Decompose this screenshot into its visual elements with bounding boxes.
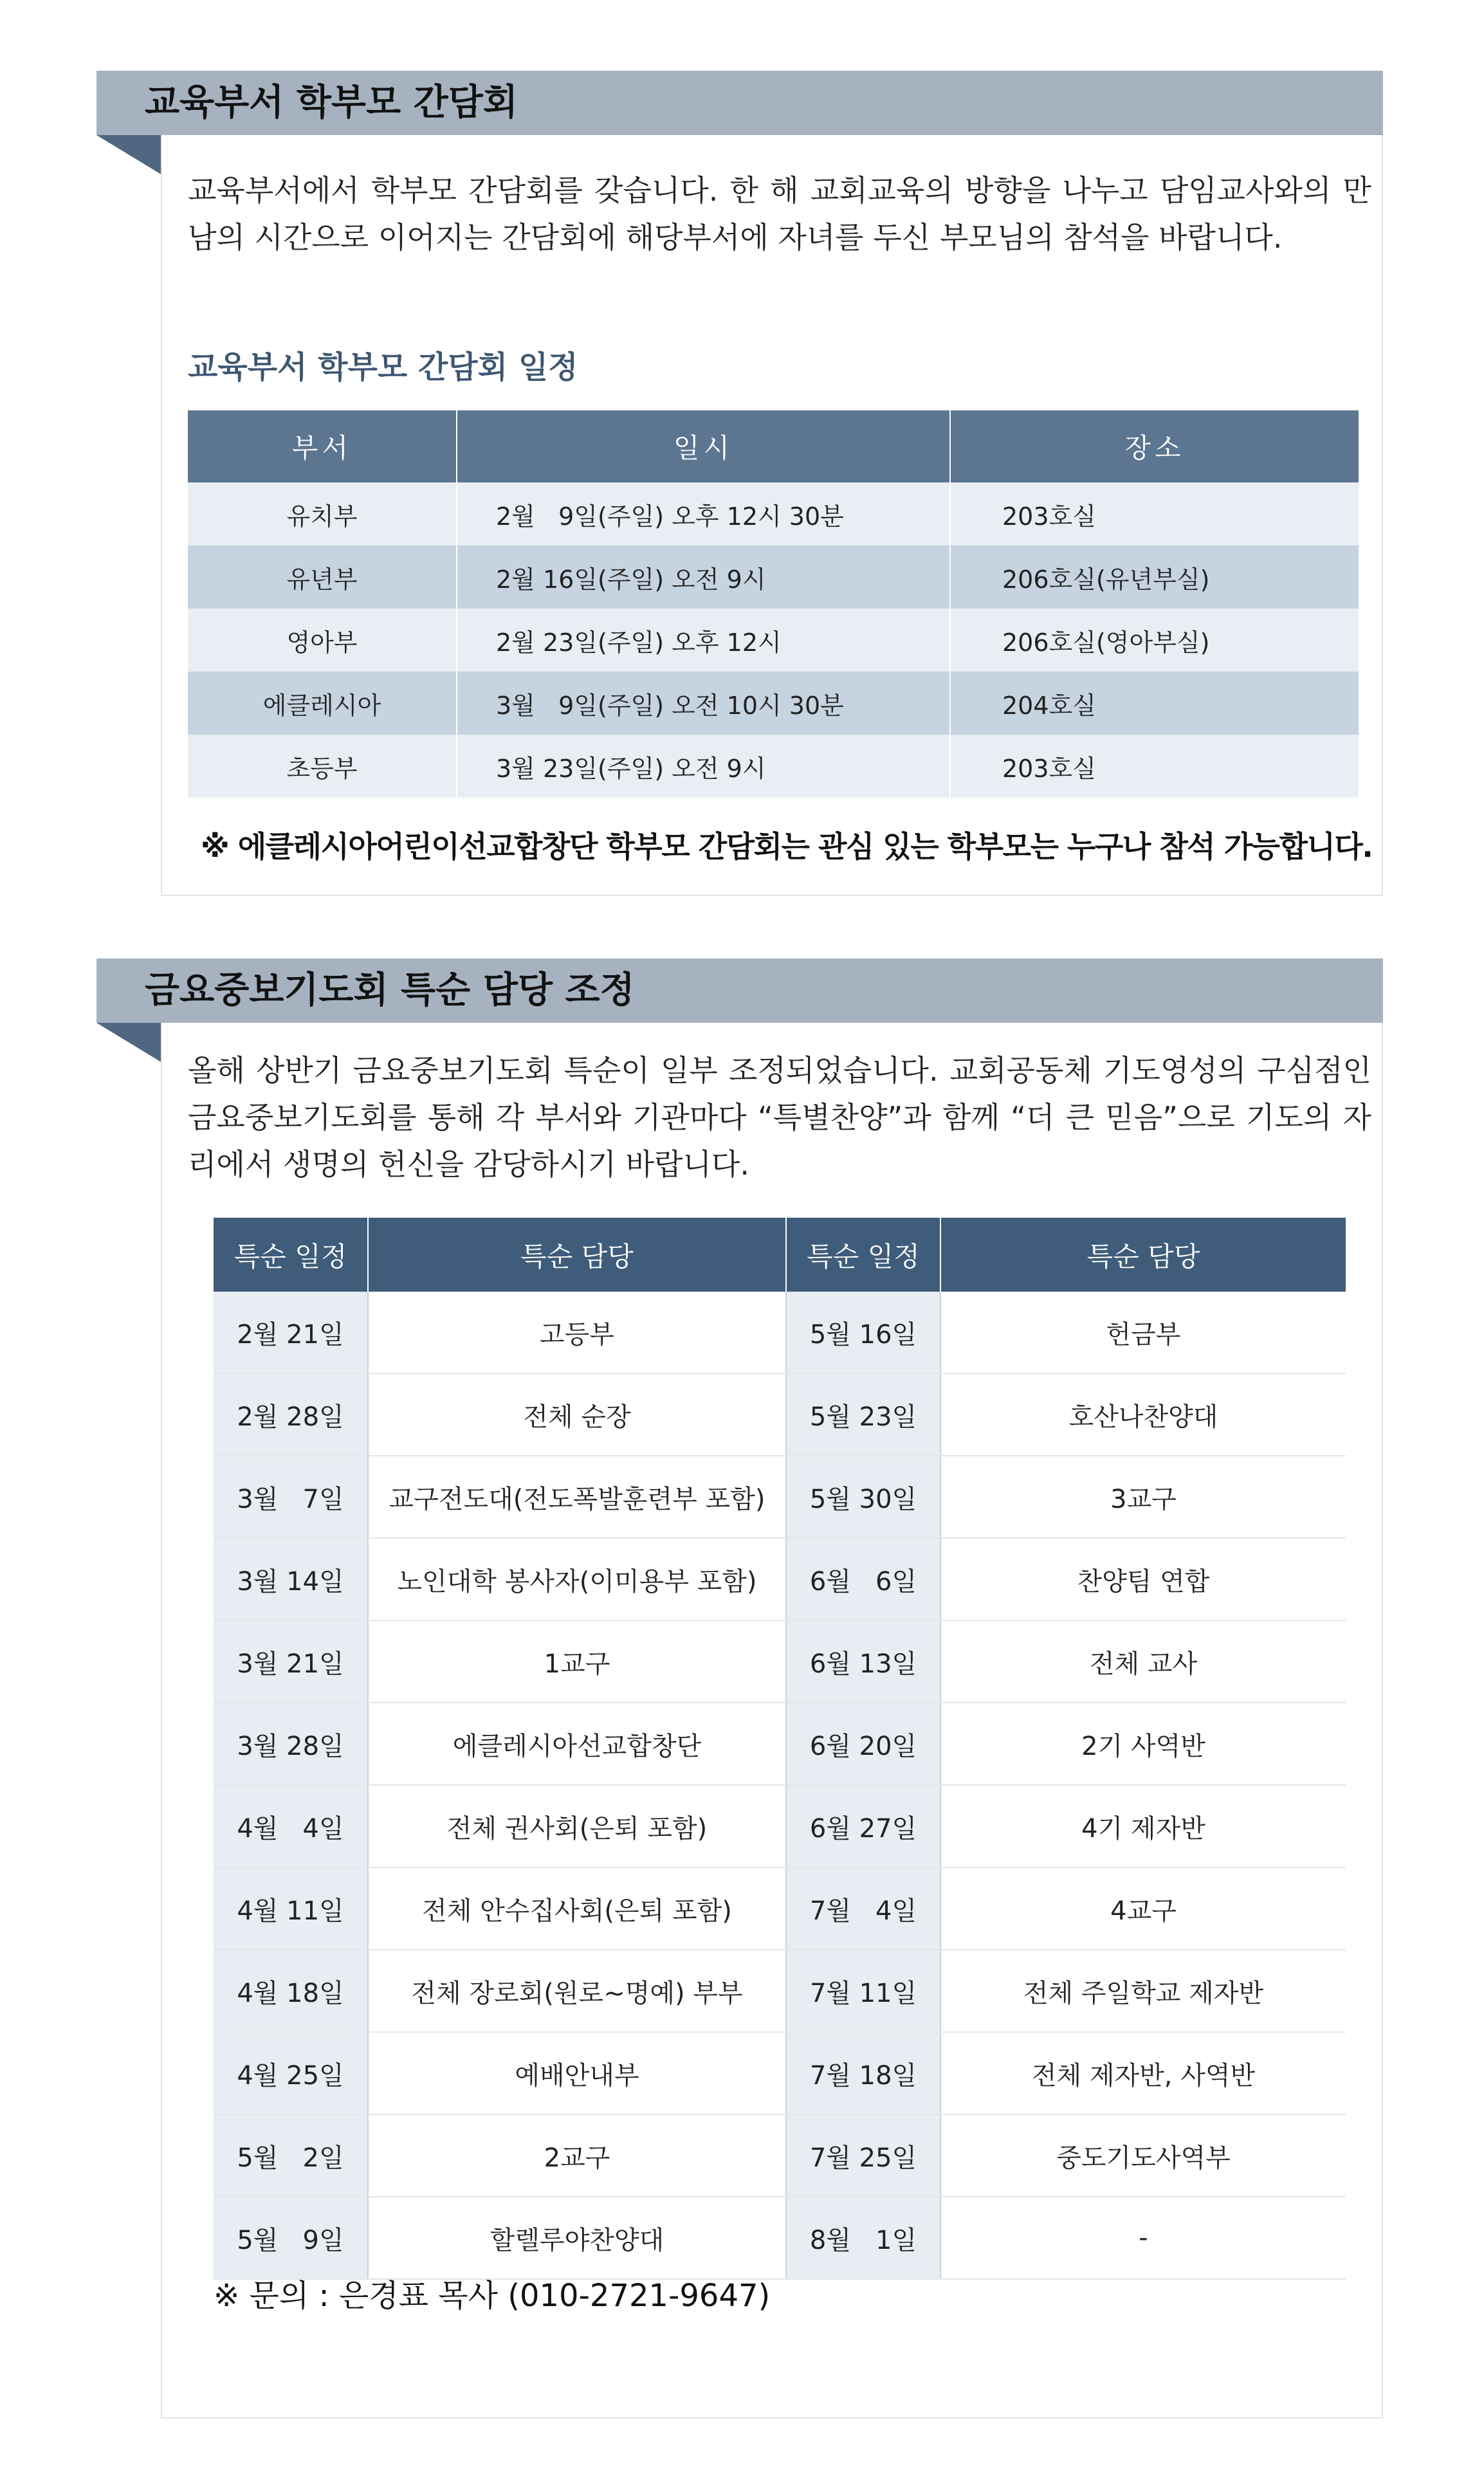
place-cell: 206호실(영아부실) (950, 609, 1359, 672)
assignment-cell: 전체 교사 (940, 1620, 1346, 1703)
table-row (188, 545, 1359, 609)
date-cell: 4월 11일 (214, 1867, 368, 1950)
assignment-cell: 예배안내부 (368, 2032, 786, 2114)
assignment-cell: 전체 순장 (368, 1373, 786, 1456)
table-header-row (214, 1218, 1346, 1292)
table-header-row (188, 410, 1359, 482)
assignment-cell: 에클레시아선교합창단 (368, 1703, 786, 1785)
table-row (188, 482, 1359, 545)
section-friday-prayer (96, 958, 1383, 2419)
place-cell: 206호실(유년부실) (950, 545, 1359, 609)
department-cell: 에클레시아 (188, 672, 457, 735)
column-header: 특순 담당 (368, 1218, 786, 1292)
section-paragraph: 교육부서에서 학부모 간담회를 갖습니다. 한 해 교회교육의 방향을 나누고 담임교사와의 만남의 시간으로 이어지는 간담회에 해당부서에 자녀를 두신 부모님의 참석을 바랍니다. (188, 173, 1371, 255)
date-cell: 4월 18일 (214, 1950, 368, 2032)
section-title: 교육부서 학부모 간담회 (96, 71, 1383, 135)
date-cell: 7월 11일 (786, 1950, 940, 2032)
table-row (214, 1867, 1346, 1950)
table-row (214, 1456, 1346, 1538)
datetime-cell: 3월 9일(주일) 오전 10시 30분 (457, 672, 950, 735)
column-header: 특순 일정 (786, 1218, 940, 1292)
table-row (214, 1292, 1346, 1373)
department-cell: 초등부 (188, 735, 457, 798)
date-cell: 2월 21일 (214, 1292, 368, 1373)
table-row (214, 1538, 1346, 1620)
assignment-cell: 교구전도대(전도폭발훈련부 포함) (368, 1456, 786, 1538)
assignment-cell: 3교구 (940, 1456, 1346, 1538)
assignment-cell: 노인대학 봉사자(이미용부 포함) (368, 1538, 786, 1620)
section-card (161, 1023, 1383, 2419)
table-row (214, 2197, 1346, 2279)
date-cell: 3월 28일 (214, 1703, 368, 1785)
date-cell: 6월 20일 (786, 1703, 940, 1785)
assignment-cell: 1교구 (368, 1620, 786, 1703)
date-cell: 5월 16일 (786, 1292, 940, 1373)
date-cell: 5월 2일 (214, 2114, 368, 2197)
date-cell: 7월 18일 (786, 2032, 940, 2114)
table-row (214, 2032, 1346, 2114)
parent-meeting-table (188, 410, 1359, 798)
assignment-cell: 4교구 (940, 1867, 1346, 1950)
table-row (214, 1703, 1346, 1785)
datetime-cell: 3월 23일(주일) 오전 9시 (457, 735, 950, 798)
section-title: 금요중보기도회 특순 담당 조정 (96, 958, 1383, 1023)
assignment-cell: 호산나찬양대 (940, 1373, 1346, 1456)
title-fold-decoration (96, 1023, 162, 1063)
column-header: 특순 일정 (214, 1218, 368, 1292)
table-row (214, 2114, 1346, 2197)
date-cell: 3월 14일 (214, 1538, 368, 1620)
datetime-cell: 2월 9일(주일) 오후 12시 30분 (457, 482, 950, 545)
date-cell: 7월 4일 (786, 1867, 940, 1950)
table-row (188, 735, 1359, 798)
assignment-cell: 중도기도사역부 (940, 2114, 1346, 2197)
assignment-cell: 할렐루야찬양대 (368, 2197, 786, 2279)
assignment-cell: 전체 장로회(원로~명예) 부부 (368, 1950, 786, 2032)
assignment-cell: 찬양팀 연합 (940, 1538, 1346, 1620)
date-cell: 8월 1일 (786, 2197, 940, 2279)
assignment-cell: 2기 사역반 (940, 1703, 1346, 1785)
date-cell: 4월 25일 (214, 2032, 368, 2114)
assignment-cell: 고등부 (368, 1292, 786, 1373)
table-row (214, 1785, 1346, 1867)
date-cell: 7월 25일 (786, 2114, 940, 2197)
inquiry-contact: ※ 문의 : 은경표 목사 (010-2721-9647) (214, 2278, 771, 2314)
department-cell: 유년부 (188, 545, 457, 609)
table-row (214, 1620, 1346, 1703)
assignment-cell: 전체 권사회(은퇴 포함) (368, 1785, 786, 1867)
assignment-cell: - (940, 2197, 1346, 2279)
datetime-cell: 2월 23일(주일) 오후 12시 (457, 609, 950, 672)
place-cell: 203호실 (950, 735, 1359, 798)
column-header: 부서 (188, 410, 457, 482)
department-cell: 영아부 (188, 609, 457, 672)
date-cell: 3월 21일 (214, 1620, 368, 1703)
date-cell: 3월 7일 (214, 1456, 368, 1538)
datetime-cell: 2월 16일(주일) 오전 9시 (457, 545, 950, 609)
assignment-cell: 2교구 (368, 2114, 786, 2197)
section-parent-meeting (96, 71, 1383, 907)
column-header: 일시 (457, 410, 950, 482)
date-cell: 5월 9일 (214, 2197, 368, 2279)
section-note: ※ 에클레시아어린이선교합창단 학부모 간담회는 관심 있는 학부모는 누구나 참석 가능합니다. (201, 829, 1373, 864)
date-cell: 6월 27일 (786, 1785, 940, 1867)
table-row (188, 672, 1359, 735)
section-card (161, 135, 1383, 896)
date-cell: 6월 13일 (786, 1620, 940, 1703)
date-cell: 2월 28일 (214, 1373, 368, 1456)
table-row (188, 609, 1359, 672)
assignment-cell: 전체 제자반, 사역반 (940, 2032, 1346, 2114)
special-music-table (214, 1218, 1346, 2280)
column-header: 특순 담당 (940, 1218, 1346, 1292)
assignment-cell: 헌금부 (940, 1292, 1346, 1373)
date-cell: 6월 6일 (786, 1538, 940, 1620)
title-fold-decoration (96, 135, 162, 175)
place-cell: 203호실 (950, 482, 1359, 545)
schedule-subtitle: 교육부서 학부모 간담회 일정 (188, 349, 578, 385)
assignment-cell: 전체 안수집사회(은퇴 포함) (368, 1867, 786, 1950)
date-cell: 4월 4일 (214, 1785, 368, 1867)
table-row (214, 1373, 1346, 1456)
place-cell: 204호실 (950, 672, 1359, 735)
assignment-cell: 전체 주일학교 제자반 (940, 1950, 1346, 2032)
department-cell: 유치부 (188, 482, 457, 545)
column-header: 장소 (950, 410, 1359, 482)
date-cell: 5월 30일 (786, 1456, 940, 1538)
section-paragraph: 올해 상반기 금요중보기도회 특순이 일부 조정되었습니다. 교회공동체 기도영성의 구심점인 금요중보기도회를 통해 각 부서와 기관마다 “특별찬양”과 함께 “더 큰 믿음”으로 기도의 자리에서 생명의 헌신을 감당하시기 바랍니다. (188, 1053, 1371, 1182)
date-cell: 5월 23일 (786, 1373, 940, 1456)
table-row (214, 1950, 1346, 2032)
assignment-cell: 4기 제자반 (940, 1785, 1346, 1867)
